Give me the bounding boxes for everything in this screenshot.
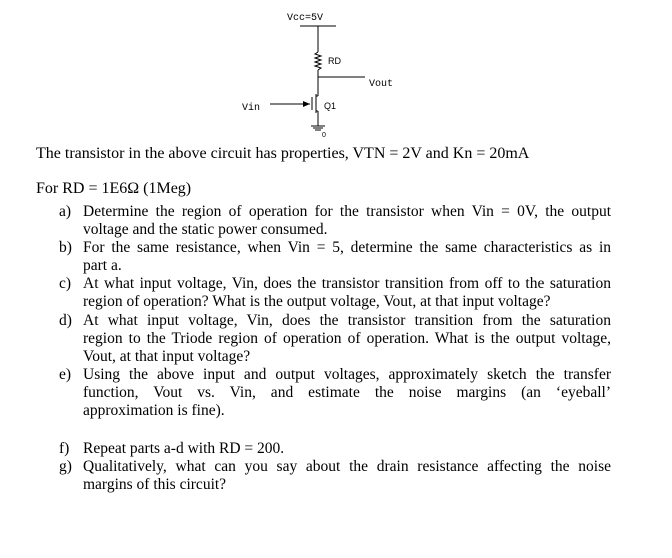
question-line: voltage and the static power consumed. <box>83 221 328 238</box>
question-label: b) <box>59 239 72 256</box>
question-label: a) <box>59 203 72 220</box>
case-label: For RD = 1E6Ω (1Meg) <box>36 180 192 197</box>
question-line: Using the above input and output voltages, approximately sketch the transfer <box>83 366 611 383</box>
vin-label: Vin <box>242 103 261 114</box>
question-line: approximation is fine). <box>83 402 225 419</box>
question-line: region of operation? What is the output voltage, Vout, at that input voltage? <box>83 293 551 310</box>
question-line: At what input voltage, Vin, does the transistor transition from the saturation <box>83 312 611 329</box>
question-label: f) <box>59 440 70 457</box>
question-line: function, Vout vs. Vin, and estimate the noise margins (an ‘eyeball’ <box>83 384 611 401</box>
resistor-rd-symbol <box>315 52 321 70</box>
problem-intro: The transistor in the above circuit has properties, VTN = 2V and Kn = 20mA <box>36 145 530 162</box>
question-label: e) <box>59 366 72 383</box>
question-label: c) <box>59 275 72 292</box>
question-label: d) <box>59 312 72 329</box>
q1-label: Q1 <box>324 101 337 111</box>
rd-label: RD <box>328 56 341 66</box>
question-line: Determine the region of operation for the transistor when Vin = 0V, the output <box>83 203 611 220</box>
question-line: region to the Triode region of operation of operation. What is the output voltage, <box>83 330 611 347</box>
question-line: At what input voltage, Vin, does the transistor transition from off to the saturation <box>83 275 611 292</box>
question-line: part a. <box>83 257 122 274</box>
circuit-schematic <box>0 0 672 145</box>
vout-label: Vout <box>369 79 394 90</box>
question-label: g) <box>59 458 72 475</box>
vcc-label: Vcc=5V <box>287 13 324 24</box>
question-line: Qualitatively, what can you say about the drain resistance affecting the noise <box>83 458 611 475</box>
ground-label: 0 <box>322 132 326 139</box>
question-line: Repeat parts a-d with RD = 200. <box>83 440 285 457</box>
question-line: Vout, at that input voltage? <box>83 348 251 365</box>
question-line: margins of this circuit? <box>83 476 227 493</box>
question-line: For the same resistance, when Vin = 5, determine the same characteristics as in <box>83 239 611 256</box>
